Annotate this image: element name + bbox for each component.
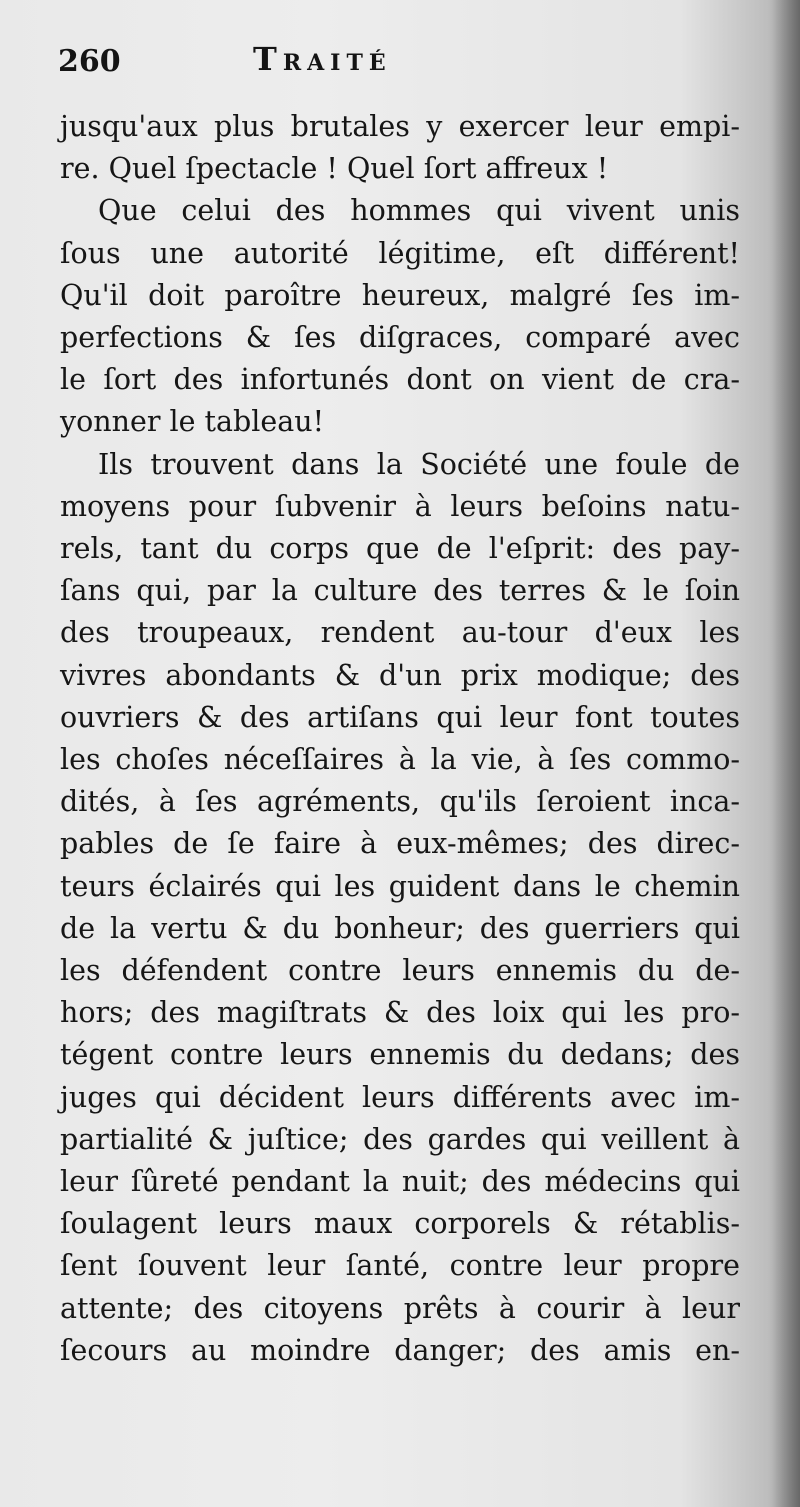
text-line: ſans qui, par la culture des terres & le ſoin <box>60 574 740 608</box>
text-line: ſoulagent leurs maux corporels & rétablis- <box>60 1207 740 1241</box>
text-line: des troupeaux, rendent au-tour d'eux les <box>60 616 740 650</box>
text-line: les choſes néceſſaires à la vie, à ſes commo- <box>60 743 740 777</box>
text-line: juges qui décident leurs différents avec im- <box>60 1080 740 1114</box>
text-line: attente; des citoyens prêts à courir à leur <box>60 1291 740 1325</box>
text-line: vivres abondants & d'un prix modique; des <box>60 658 740 692</box>
text-line: dités, à ſes agréments, qu'ils ſeroient inca- <box>60 785 740 819</box>
text-line: de la vertu & du bonheur; des guerriers qui <box>60 911 740 945</box>
page-header <box>58 40 748 90</box>
body-text <box>60 106 740 1372</box>
text-line: leur ſûreté pendant la nuit; des médecins qui <box>60 1165 740 1199</box>
text-line: Qu'il doit paroître heureux, malgré ſes im- <box>60 278 740 312</box>
text-line: hors; des magiſtrats & des loix qui les pro- <box>60 996 740 1030</box>
text-line: perfections & ſes diſgraces, comparé avec <box>60 321 740 355</box>
text-line: ſent ſouvent leur ſanté, contre leur propre <box>60 1249 740 1283</box>
text-line: tégent contre leurs ennemis du dedans; des <box>60 1038 740 1072</box>
text-line: ſecours au moindre danger; des amis en- <box>60 1333 740 1367</box>
running-head: Traité <box>253 40 392 78</box>
text-line: le ſort des infortunés dont on vient de cra- <box>60 363 740 397</box>
text-line: jusqu'aux plus brutales y exercer leur empi- <box>60 110 740 143</box>
text-line: rels, tant du corps que de l'eſprit: des pay- <box>60 532 740 566</box>
text-line: re. Quel ſpectacle ! Quel ſort affreux ! <box>60 152 609 186</box>
text-line: les défendent contre leurs ennemis du de- <box>60 954 740 988</box>
text-line: ſous une autorité légitime, eſt différent! <box>60 236 740 270</box>
text-line: Que celui des hommes qui vivent unis <box>98 194 740 228</box>
text-line: Ils trouvent dans la Société une foule de <box>98 447 740 481</box>
text-line: yonner le tableau! <box>60 405 325 439</box>
text-line: teurs éclairés qui les guident dans le chemin <box>60 869 740 903</box>
text-line: ouvriers & des artiſans qui leur font toutes <box>60 700 740 734</box>
page-number: 260 <box>58 44 121 79</box>
page-edge-shadow <box>772 0 800 1507</box>
text-line: pables de ſe faire à eux-mêmes; des direc- <box>60 827 740 861</box>
text-line: moyens pour ſubvenir à leurs beſoins natu- <box>60 489 740 523</box>
text-line: partialité & juſtice; des gardes qui veillent à <box>60 1122 740 1156</box>
